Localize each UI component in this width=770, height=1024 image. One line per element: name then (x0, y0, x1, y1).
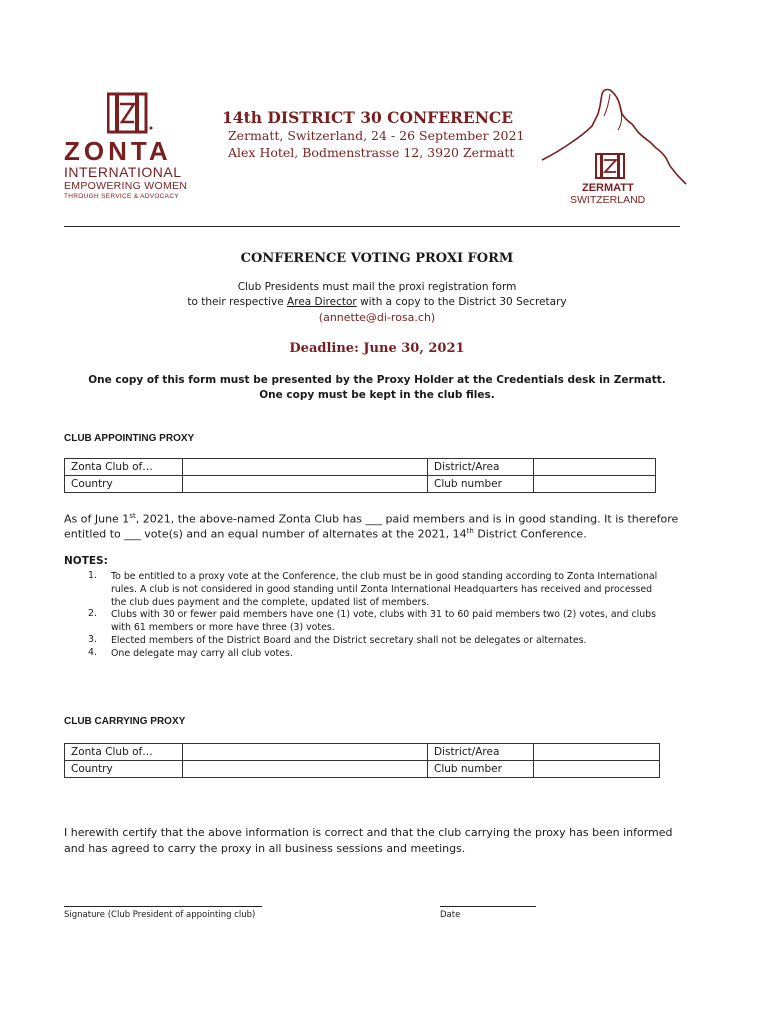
carrying-table (64, 743, 660, 778)
table-label: Country (65, 761, 183, 778)
note-line: the club dues payment and the complete, updated list of members. (111, 597, 430, 608)
table-label: Zonta Club of… (65, 459, 183, 476)
copy-instruction-1: One copy of this form must be presented by the Proxy Holder at the Credentials desk in Zermatt. (88, 374, 666, 386)
note-line: Elected members of the District Board and the District secretary shall not be delegates or alternates. (111, 635, 587, 646)
zonta-club-field[interactable] (183, 459, 428, 476)
standing-text: As of June 1 (64, 512, 130, 526)
conference-title: 14th DISTRICT 30 CONFERENCE (222, 108, 514, 127)
table-label: Club number (428, 476, 534, 493)
zonta-club-field[interactable] (183, 744, 428, 761)
note-line: rules. A club is not considered in good standing until Zonta International Headquarters has received and processed (111, 584, 653, 595)
signature-label: Signature (Club President of appointing club) (64, 910, 256, 920)
table-row (65, 476, 656, 493)
note-line: with 61 members or more have three (3) votes. (111, 622, 335, 633)
zonta-emblem-icon (107, 92, 159, 134)
zonta-logo-subtagline: THROUGH SERVICE & ADVOCACY (64, 193, 179, 200)
zonta-logo-international: INTERNATIONAL (64, 164, 182, 180)
note-item (111, 647, 293, 660)
club-number-field[interactable] (534, 476, 656, 493)
standing-line-1 (64, 512, 678, 526)
standing-sup: th (466, 527, 474, 535)
intro-line-1: Club Presidents must mail the proxi registration form (237, 281, 517, 293)
header-divider (64, 226, 680, 227)
certify-line-1: I herewith certify that the above information is correct and that the club carrying the proxy has been informed (64, 826, 673, 839)
table-row (65, 761, 660, 778)
note-line: One delegate may carry all club votes. (111, 648, 293, 659)
form-title: CONFERENCE VOTING PROXI FORM (240, 251, 514, 266)
area-director-link: Area Director (287, 296, 357, 308)
country-field[interactable] (183, 476, 428, 493)
note-line: To be entitled to a proxy vote at the Conference, the club must be in good standing according to Zonta International (111, 571, 658, 582)
table-row (65, 459, 656, 476)
note-number: 1. (88, 570, 97, 581)
standing-text: entitled to ___ vote(s) and an equal number of alternates at the 2021, 14 (64, 527, 467, 541)
note-item (111, 608, 656, 634)
zermatt-logo (538, 84, 688, 208)
appointing-section-title: CLUB APPOINTING PROXY (64, 433, 195, 444)
zonta-logo (64, 92, 194, 204)
zermatt-logo-name: ZERMATT (582, 182, 634, 194)
standing-text: , 2021, the above-named Zonta Club has ___ paid members and is in good standing. It is therefore (135, 512, 679, 526)
note-number: 2. (88, 608, 97, 619)
signature-field[interactable] (64, 906, 262, 907)
carrying-section-title: CLUB CARRYING PROXY (64, 716, 186, 727)
copy-instruction-2: One copy must be kept in the club files. (259, 389, 495, 401)
intro-line-2-end: with a copy to the District 30 Secretary (356, 296, 567, 308)
country-field[interactable] (183, 761, 428, 778)
zermatt-logo-country: SWITZERLAND (570, 194, 646, 206)
appointing-table (64, 458, 656, 493)
note-item (111, 570, 657, 609)
zonta-logo-name: ZONTA (64, 136, 172, 166)
deadline: Deadline: June 30, 2021 (289, 341, 465, 356)
conference-dates: Zermatt, Switzerland, 24 - 26 September 2021 (228, 128, 525, 143)
date-field[interactable] (440, 906, 536, 907)
intro-line-2 (0, 296, 754, 308)
district-area-field[interactable] (534, 744, 660, 761)
table-label: Zonta Club of… (65, 744, 183, 761)
certify-line-2: and has agreed to carry the proxy in all business sessions and meetings. (64, 842, 466, 855)
note-line: Clubs with 30 or fewer paid members have one (1) vote, clubs with 31 to 60 paid members two (2) votes, and clubs (111, 609, 656, 620)
table-row (65, 744, 660, 761)
secretary-email[interactable]: (annette@di-rosa.ch) (318, 311, 436, 324)
club-number-field[interactable] (534, 761, 660, 778)
standing-sup: st (129, 512, 136, 520)
note-item (111, 634, 586, 647)
table-label: District/Area (428, 744, 534, 761)
note-number: 4. (88, 647, 97, 658)
note-number: 3. (88, 634, 97, 645)
standing-line-2 (64, 527, 587, 541)
notes-title: NOTES: (64, 555, 108, 567)
intro-line-2-start: to their respective (187, 296, 288, 308)
table-label: District/Area (428, 459, 534, 476)
table-label: Country (65, 476, 183, 493)
standing-text: District Conference. (473, 527, 587, 541)
date-label: Date (440, 910, 461, 920)
conference-venue: Alex Hotel, Bodmenstrasse 12, 3920 Zermatt (228, 145, 515, 160)
district-area-field[interactable] (534, 459, 656, 476)
table-label: Club number (428, 761, 534, 778)
zonta-logo-tagline: EMPOWERING WOMEN (64, 180, 188, 192)
